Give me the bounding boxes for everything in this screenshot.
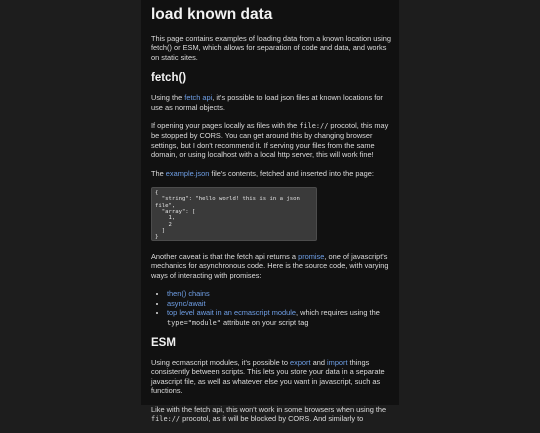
fetch-p4-prefix: Another caveat is that the fetch api returns a [151,252,299,262]
fetch-p1-suffix: , it's possible to load json files at known locations for use as normal objects. [151,93,383,112]
then-chains-link[interactable]: then() chains [167,289,210,299]
promise-link[interactable]: promise [298,252,325,262]
file-protocol-code-2: file:// [151,414,181,423]
esm-p2-suffix: procotol, as it will be blocked by CORS. And similarly to [180,413,364,423]
fetch-p2-suffix: procotol, this may be stopped by CORS. You can get around this by changing browser settings, but I don't recommend it. If serving your files from the same domain, or using localhost with a local http server, this will work fine! [151,121,389,160]
esm-p2-prefix: Like with the fetch api, this won't work in some browsers when using the [151,404,387,414]
esm-p1-suffix: things consistently between scripts. This lets you store your data in a separate javascript file, as well as whatever else you want in javascript, such as functions. [151,357,385,396]
import-link[interactable]: import [327,357,348,367]
json-output: { "string": "hello world! this is in a json file", "array": [ 1, 2 ] } [155,190,300,241]
esm-p1-mid: and [310,357,328,367]
esm-heading: ESM [151,336,176,349]
content-column [141,0,399,423]
fetch-p2-prefix: If opening your pages locally as files with the [151,121,300,131]
esm-p1-prefix: Using ecmascript modules, it's possible to [151,357,291,367]
fetch-paragraph-3 [151,169,391,178]
async-await-link[interactable]: async/await [167,298,206,308]
article [151,6,391,433]
list-item3-mid: , which requires using the [296,308,380,318]
file-protocol-code: file:// [299,122,329,131]
esm-paragraph-1 [151,358,391,396]
fetch-p3-prefix: The [151,168,166,178]
json-output-block [151,187,317,241]
fetch-p3-suffix: file's contents, fetched and inserted into the page: [209,168,374,178]
fetch-paragraph-4 [151,252,391,280]
esm-paragraph-2 [151,405,391,425]
export-link[interactable]: export [290,357,311,367]
intro-paragraph: This page contains examples of loading data from a known location using fetch() or ESM, which allows for separation of code and data, and works on static sites. [151,34,391,62]
fetch-api-link[interactable]: fetch api [184,93,213,103]
page-title: load known data [151,6,273,23]
list-item [167,289,391,298]
list-item [167,308,391,328]
fetch-paragraph-2 [151,121,391,160]
promise-examples-list [151,289,391,328]
fetch-paragraph-1 [151,93,391,112]
type-module-code: type="module" [167,318,221,327]
list-item3-suffix: attribute on your script tag [220,317,309,327]
example-json-link[interactable]: example.json [165,168,210,178]
fetch-p1-prefix: Using the [151,93,185,103]
fetch-p4-suffix: , one of javascript's mechanics for asynchronous code. Here is the source code, with varying ways of interacting with promises: [151,252,389,280]
fetch-heading: fetch() [151,72,187,85]
list-item [167,299,391,308]
top-level-await-link[interactable]: top level await in an ecmascript module [167,308,296,318]
